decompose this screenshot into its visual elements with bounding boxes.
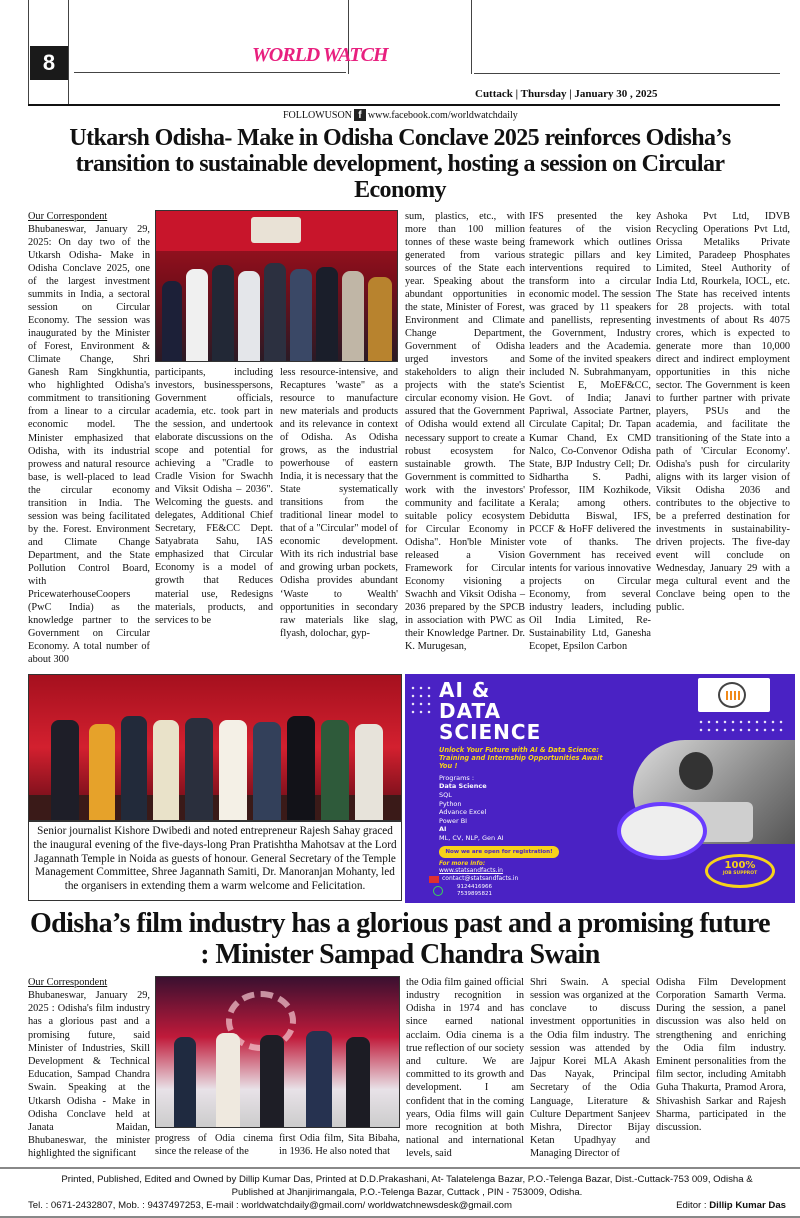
article1-photo-block xyxy=(155,210,398,640)
phone-numbers xyxy=(457,884,492,897)
badge-text: JOB SUPPROT xyxy=(722,871,758,877)
program-item: Data Science xyxy=(439,782,487,791)
article2 xyxy=(28,976,795,1161)
article1-column-6: Ashoka Pvt Ltd, IDVB Recycling Operations Pvt Ltd, Orissa Metaliks Private Limited, Paradeep Phosphates Limited, Steel Authority of India Ltd, Rourkela, IOCL, etc. The State has received intents for 28 projects. with total investments of about Rs 4075 crores, which is expected to generate more than 10,000 direct and indirect employment opportunities in this niche sector. The Government is keen to further partner with private players, PSUs and the academia, and facilitate the transitioning of the State into a path of 'Circular Economy'. Odisha's push for circularity aligns with its larger vision of Viksit Odisha 2036 and contributes to the objective to be a preferred destination for investments in sustainability-driven projects. The five-day event will conclude on Wednesday, January 29 with a mega cultural event and the Conclave being open to the public. xyxy=(656,210,790,614)
article2-column-5: Shri Swain. A special session was organized at the conclave to discuss investment opportunities in the Odia film industry. The session was attended by Jajpur Korei MLA Akash Das Nayak, Principal Secretary of the Odia Language, Literature & Culture Department Sanjeev Mishra, Director Bijay Ketan Upadhyay and Managing Director of xyxy=(530,976,650,1160)
facebook-link[interactable]: www.facebook.com/worldwatchdaily xyxy=(367,109,518,121)
byline: Our Correspondent xyxy=(28,976,108,988)
article2-column-3: first Odia film, Sita Bibaha, in 1936. He also noted that xyxy=(279,1132,400,1157)
article1-column-5: IFS presented the key features of the vision framework which outlines strategic pillars and key interventions required to transform into a circular economic model. The session was graced by 11 speakers and panellists, representing the Government, Industry leaders and the Academia. Some of the invited speakers included N. Subrahmanyam, Scientist E, MoEF&CC, Govt. of India; Janavi Papriwal, Associate Partner, Circulate Capital; Dr. Tapan Kumar Chand, Ex CMD Nalco, Co-Convenor Odisha State, BJP Industry Cell; Dr. Sidhartha S. Padhi, Professor, IIM Kozhikode, Kerala; among others. Debidutta Biswal, IFS, PCCF & HoFF delivered the vote of thanks. The Government has received intents for various innovative projects on Circular Economy, from several industry leaders, including Oil India Limited, Re-Sustainability Ltd, Ganesha Ecopet, Epsilon Carbon xyxy=(529,210,651,653)
ai-data-science-advertisement[interactable] xyxy=(405,674,795,903)
column-text: Bhubaneswar, January 29, 2025: On day two of the Utkarsh Odisha- Make in Odisha Conclave 2025, one of the largest investment summits in India, a sectoral session on Circular Economy. The session was inaugurated by the Minister of Forest, Environment & Climate Change, Shri Ganesh Ram Singkhuntia, who highlighted Odisha's commitment to transitioning from a linear to a circular economic model. The Minister emphasized that Odisha, with its industrial prowess and natural resource base, is well-placed to lead the circular economy transition in India. The session was being facilitated by the. Forest. Environment and Climate Change Department, and the State Pollution Control Board, with PricewaterhouseCoopers (PwC India) as the knowledge partner to the Government on Circular Economy. A total number of about 300 xyxy=(28,223,150,666)
email-link[interactable]: contact@statsandfacts.in xyxy=(442,875,519,883)
byline: Our Correspondent xyxy=(28,210,108,222)
imprint-line: Printed, Published, Edited and Owned by Dillip Kumar Das, Printed at D.D.Prakashani, At- Talatelenga Bazar, P.O.-Telenga Bazar, Dist.-Cuttack-753 009, Odisha & xyxy=(61,1173,753,1185)
headline-line: sustainable development, hosting a session on Circular Economy xyxy=(199,150,725,203)
program-item: ML, CV, NLP, Gen AI xyxy=(439,833,504,842)
mail-icon xyxy=(429,876,439,883)
dateline: Cuttack | Thursday | January 30 , 2025 xyxy=(475,88,658,100)
statsandfacts-logo xyxy=(698,678,770,712)
article1-column-3: less resource-intensive, and Recaptures 'waste" as a resource to manufacture new materials and products and its relevance in context of Odisha. As Odisha grows, as the industrial powerhouse of eastern India, it is necessary that the State systematically transitions from the traditional linear model to that of a "Circular" model of economic development. With its rich industrial base and growing urban pockets, Odisha provides abundant ‘Waste to Wealth' opportunities in secondary raw materials like slag, flyash, dolochar, gyp- xyxy=(280,366,398,639)
article2-headline xyxy=(0,909,800,969)
column-text: Bhubaneswar, January 29, 2025 : Odisha's film industry has a glorious past and a promising future, said Minister of Industries, Skill Development & Technical Education, Sampad Chandra Swain. Speaking at the Utkarsh Odisha - Make in Odisha Conclave held at Janata Maidan, Bhubaneswar, the minister highlighted the significant xyxy=(28,989,150,1160)
ad-title-line: SCIENCE xyxy=(439,720,542,745)
article2-photo-block xyxy=(155,976,400,1158)
email-row xyxy=(429,875,610,883)
ad-text-column xyxy=(405,674,610,903)
article1 xyxy=(28,210,795,667)
newspaper-logo: WORLD WATCH xyxy=(252,44,388,66)
laptop-image xyxy=(617,802,707,860)
program-item: Advance Excel xyxy=(439,808,487,817)
job-support-badge xyxy=(705,854,775,888)
registration-badge: Now we are open for registration! xyxy=(439,846,559,859)
imprint-footer xyxy=(0,1167,800,1218)
programs-list xyxy=(439,782,610,842)
article1-column-4: sum, plastics, etc., with more than 100 million tonnes of these waste being generated from various sources of the State each year. Speaking about the abundant opportunities in the state, Minister of Forest, Environment and Climate Change Department, Government of Odisha urged investors and stakeholders to align their projects with the state's circular economy vision. He assured that the Government of Odisha would extend all necessary support to create a robust ecosystem for sustainable growth. The Government is committed to work with the investors' community and facilitate a suitable policy ecosystem for Circular Economy in Odisha". Hon'ble Minister released a Vision Framework for Circular Economy visioning a Swachh and Viksit Odisha – 2036 prepared by the SPCB in association with PWC as their Knowledge Partner. Dr. K. Murugesan, xyxy=(405,210,525,653)
ad-title-line: AI & xyxy=(439,678,491,703)
ad-tagline: Unlock Your Future with AI & Data Science: Training and Internship Opportunities Await You ! xyxy=(439,746,603,770)
more-info-label: For more info: xyxy=(439,861,486,868)
program-item: SQL xyxy=(439,790,452,799)
editor-label: Editor : xyxy=(676,1199,710,1211)
editor-name: Dillip Kumar Das xyxy=(709,1199,786,1211)
article2-column-4: the Odia film gained official industry recognition in Odisha in 1974 and has since earned national acclaim. Odia cinema is a true reflection of our society and culture. We are committed to its growth and development. I am confident that in the coming years, Odia films will gain more recognition at both national and international levels, said xyxy=(406,976,524,1160)
article1-column-1 xyxy=(28,210,150,667)
ad-title-line: DATA xyxy=(439,699,502,724)
programs-label: Programs : xyxy=(439,773,475,782)
article1-column-2: participants, including investors, businesspersons, Government officials, academia, etc. took part in the session, and undertook elaborate discussions on the scope and potential for achieving a "Cradle to Cradle Vision for Swachh and Viksit Odisha – 2036". Welcoming the guests. and delegates, Additional Chief Secretary, FE&CC Dept. Satyabrata Sahu, IAS emphasized that Circular Economy is a model of growth that Reduces material use, Redesigns materials, products, and services to be xyxy=(155,366,273,626)
temple-event-photo xyxy=(28,674,402,821)
phone-number: 7539895821 xyxy=(457,890,492,897)
follow-us-bar xyxy=(283,109,518,121)
photo-caption: Senior journalist Kishore Dwibedi and noted entrepreneur Rajesh Sahay graced the inaugural evening of the five-days-long Pran Pratishtha Mahotsav at the Lord Jagannath Temple in Noida as guests of honour. General Secretary of the Temple Management Committee, Shree Jagannath Samiti, Dr. Manoranjan Mohanty, led the organisers in extending them a warm welcome and Felicitation. xyxy=(28,821,402,901)
contact-line: Tel. : 0671-2432807, Mob. : 9437497253, E-mail : worldwatchdaily@gmail.com/ worldwatchnewsdesk@gmail.com xyxy=(28,1199,512,1211)
article2-column-2: progress of Odia cinema since the release of the xyxy=(155,1132,273,1157)
masthead xyxy=(0,0,800,124)
phone-row xyxy=(433,884,610,897)
program-item: Power BI xyxy=(439,816,468,825)
middle-band xyxy=(28,674,795,903)
imprint-line: Published at Jhanjirimangala, P.O.-Telenga Bazar, Cuttack , PIN - 753009, Odisha. xyxy=(231,1186,583,1198)
editor-credit xyxy=(676,1199,786,1212)
website-link[interactable]: www.statsandfacts.in xyxy=(439,867,503,875)
headline-line: promising future : Minister Sampad Chandra Swain xyxy=(200,908,770,970)
facebook-icon: f xyxy=(354,109,366,121)
film-conclave-photo xyxy=(155,976,400,1128)
phone-number: 9124416966 xyxy=(457,884,492,891)
follow-label: FOLLOWUSON xyxy=(283,109,352,121)
program-item: Python xyxy=(439,799,462,808)
program-item: AI xyxy=(439,825,447,834)
whatsapp-icon xyxy=(433,886,443,896)
article2-column-1 xyxy=(28,976,150,1161)
badge-percent: 100% xyxy=(724,860,756,872)
conclave-photo xyxy=(155,210,398,362)
headline-line: Utkarsh Odisha- Make in Odisha Conclave 2025 reinforces Odisha’s transition to xyxy=(69,125,731,177)
article2-column-6: Odisha Film Development Corporation Samarth Verma. During the session, a panel discussion was also held on strengthening and enriching the Odia film industry. Eminent personalities from the film sector, including Amitabh Guha Thakurta, Pramod Arora, Shivashish Sarkar and Rajesh Sharma, participated in the discussion. xyxy=(656,976,786,1133)
page-number: 8 xyxy=(30,46,68,80)
headline-line: Odisha’s film industry has a glorious past and a xyxy=(30,908,572,940)
article1-headline xyxy=(0,126,800,204)
